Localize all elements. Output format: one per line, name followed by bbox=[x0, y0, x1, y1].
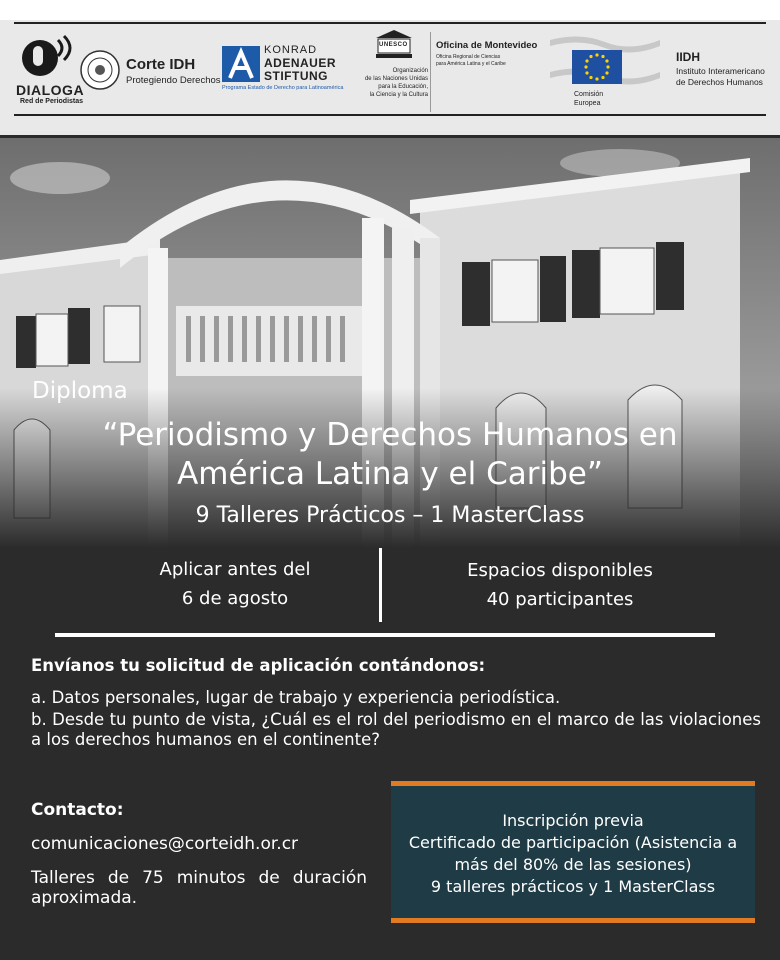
apply-deadline bbox=[110, 555, 360, 613]
program-subtitle: 9 Talleres Prácticos – 1 MasterClass bbox=[195, 503, 585, 528]
info-divider bbox=[379, 548, 382, 622]
registration-line-2: Certificado de participación (Asistencia a más del 80% de las sesiones) bbox=[408, 833, 738, 874]
unesco-sub-3: para la Educación, bbox=[378, 84, 428, 90]
microphone-icon bbox=[18, 32, 76, 82]
montevideo-title: Oficina de Montevideo bbox=[436, 40, 538, 51]
available-spaces-count: 40 participantes bbox=[486, 589, 634, 610]
montevideo-sub-2: para América Latina y el Caribe bbox=[436, 61, 506, 67]
corte-idh-sub: Protegiendo Derechos bbox=[126, 75, 221, 86]
available-spaces-label: Espacios disponibles bbox=[467, 560, 653, 581]
montevideo-office-logo bbox=[436, 40, 556, 80]
unesco-sub-1: Organización bbox=[392, 68, 428, 74]
kas-sub: Programa Estado de Derecho para Latinoamérica bbox=[222, 85, 344, 91]
corte-idh-name: Corte IDH bbox=[126, 56, 196, 73]
kas-line1: KONRAD bbox=[264, 44, 318, 56]
apply-deadline-date: 6 de agosto bbox=[181, 588, 289, 609]
diploma-label: Diploma bbox=[32, 378, 128, 404]
contact-heading: Contacto: bbox=[31, 800, 124, 820]
kas-line3: STIFTUNG bbox=[264, 69, 328, 83]
unesco-sub-4: la Ciencia y la Cultura bbox=[369, 92, 428, 98]
iidh-sub-1: Instituto Interamericano bbox=[676, 66, 765, 76]
section-divider bbox=[55, 633, 715, 637]
registration-line-3: 9 talleres prácticos y 1 MasterClass bbox=[430, 877, 716, 896]
registration-line-1: Inscripción previa bbox=[502, 811, 644, 830]
unesco-separator bbox=[430, 32, 431, 112]
partner-logo-strip bbox=[0, 20, 780, 135]
dialoga-name: DIALOGA bbox=[16, 82, 85, 98]
requirement-item-a: a. Datos personales, lugar de trabajo y experiencia periodística. bbox=[31, 688, 561, 707]
eu-line1: Comisión bbox=[574, 91, 604, 98]
montevideo-sub-1: Oficina Regional de Ciencias bbox=[436, 54, 501, 60]
top-white-strip bbox=[0, 0, 780, 20]
iidh-sub-2: de Derechos Humanos bbox=[676, 77, 763, 87]
kas-a-icon bbox=[222, 46, 260, 82]
program-title-line-2: América Latina y el Caribe” bbox=[177, 456, 603, 492]
program-title-line-1: “Periodismo y Derechos Humanos en bbox=[102, 417, 678, 453]
unesco-sub-2: de las Naciones Unidas bbox=[364, 76, 428, 82]
european-commission-logo bbox=[550, 32, 660, 112]
dialoga-logo bbox=[16, 32, 85, 112]
contact-email: comunicaciones@corteidh.or.cr bbox=[31, 834, 299, 854]
corte-idh-logo bbox=[80, 46, 220, 96]
requirement-item-b: b. Desde tu punto de vista, ¿Cuál es el rol del periodismo en el marco de las violaciones a los derechos humanos en el continente? bbox=[31, 710, 761, 749]
unesco-name: UNESCO bbox=[379, 42, 408, 48]
workshop-duration: Talleres de 75 minutos de duración aproximada. bbox=[31, 868, 367, 908]
corte-idh-seal-icon bbox=[80, 50, 120, 90]
apply-deadline-label: Aplicar antes del bbox=[159, 559, 311, 580]
requirements-heading: Envíanos tu solicitud de aplicación contándonos: bbox=[31, 656, 486, 675]
logo-strip-top-rule bbox=[14, 22, 766, 24]
unesco-logo bbox=[358, 28, 428, 113]
kas-logo bbox=[220, 44, 360, 104]
dialoga-sub: Red de Periodistas bbox=[20, 98, 84, 105]
available-spaces bbox=[410, 556, 710, 614]
logo-strip-bottom-rule bbox=[14, 114, 766, 116]
kas-line2: ADENAUER bbox=[264, 56, 337, 70]
iidh-logo bbox=[676, 50, 776, 90]
registration-box bbox=[391, 781, 755, 923]
iidh-name: IIDH bbox=[676, 50, 700, 64]
eu-flag-icon bbox=[550, 32, 660, 92]
eu-line2: Europea bbox=[574, 100, 601, 107]
